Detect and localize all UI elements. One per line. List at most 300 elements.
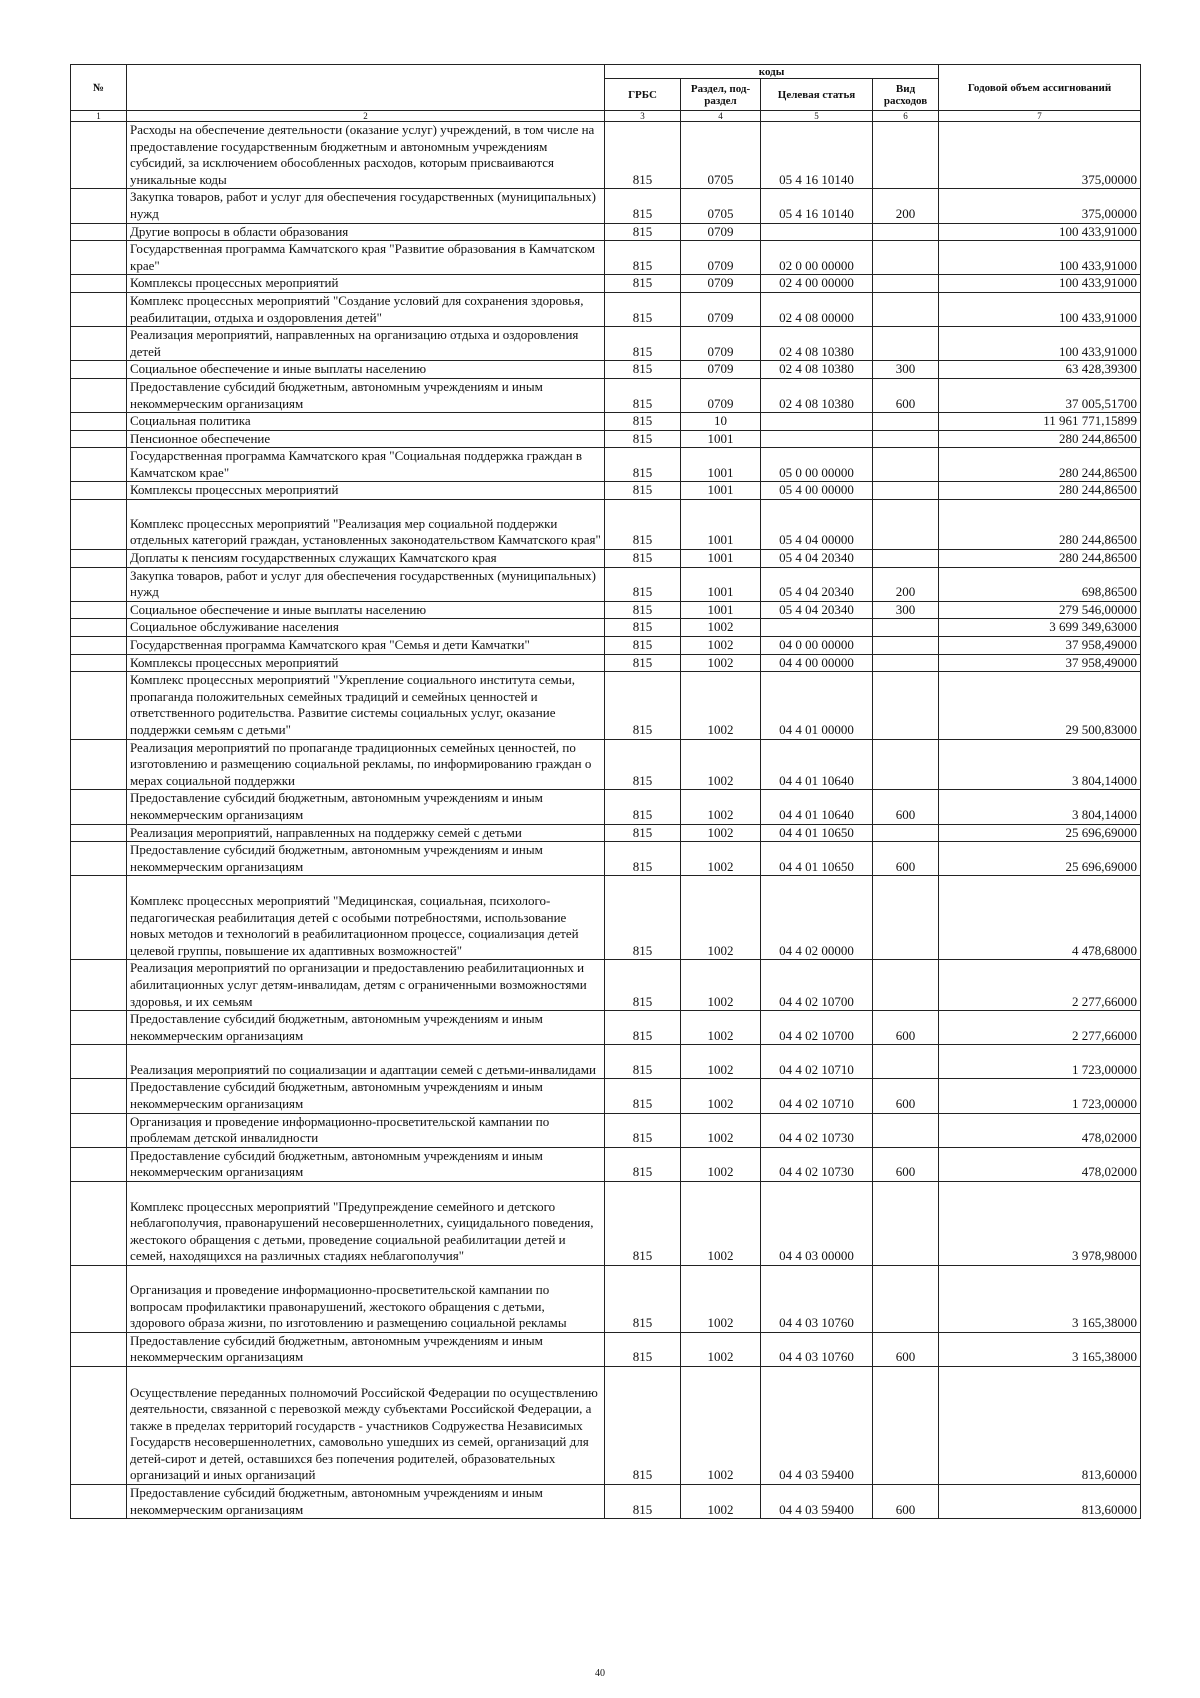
row-amount-cell: 813,60000 bbox=[939, 1485, 1141, 1519]
row-number-cell bbox=[71, 1367, 127, 1485]
table-row bbox=[71, 654, 1141, 672]
row-name-cell: Государственная программа Камчатского края "Социальная поддержка граждан в Камчатском крае" bbox=[127, 448, 605, 482]
row-expense-type-cell bbox=[873, 223, 939, 241]
row-razdel-cell: 1002 bbox=[681, 1079, 761, 1113]
row-razdel-cell: 1002 bbox=[681, 960, 761, 1011]
row-razdel-cell: 10 bbox=[681, 413, 761, 431]
row-grbs-cell: 815 bbox=[605, 1181, 681, 1265]
row-number-cell bbox=[71, 1332, 127, 1366]
row-number-cell bbox=[71, 430, 127, 448]
row-grbs-cell: 815 bbox=[605, 637, 681, 655]
row-grbs-cell: 815 bbox=[605, 241, 681, 275]
row-name-cell: Комплексы процессных мероприятий bbox=[127, 482, 605, 500]
header-target-article: Целевая статья bbox=[761, 79, 873, 111]
row-expense-type-cell: 600 bbox=[873, 378, 939, 412]
row-amount-cell: 3 804,14000 bbox=[939, 790, 1141, 824]
row-razdel-cell: 0709 bbox=[681, 327, 761, 361]
table-body bbox=[71, 122, 1141, 1519]
column-number-2: 2 bbox=[127, 111, 605, 122]
table-row bbox=[71, 739, 1141, 790]
row-expense-type-cell: 300 bbox=[873, 601, 939, 619]
row-target-article-cell: 04 4 03 00000 bbox=[761, 1181, 873, 1265]
row-razdel-cell: 1002 bbox=[681, 637, 761, 655]
row-number-cell bbox=[71, 122, 127, 189]
row-grbs-cell: 815 bbox=[605, 619, 681, 637]
row-amount-cell: 280 244,86500 bbox=[939, 430, 1141, 448]
row-name-cell: Комплекс процессных мероприятий "Реализация мер социальной поддержки отдельных категорий граждан, установленных законодательством Камчатского края" bbox=[127, 500, 605, 550]
row-name-cell: Организация и проведение информационно-просветительской кампании по вопросам профилактики правонарушений, жестокого обращения с детьми, здорового образа жизни, по изготовлению и размещению социальной рекламы bbox=[127, 1265, 605, 1332]
row-razdel-cell: 1002 bbox=[681, 1113, 761, 1147]
table-row bbox=[71, 1367, 1141, 1485]
row-number-cell bbox=[71, 378, 127, 412]
row-name-cell: Закупка товаров, работ и услуг для обеспечения государственных (муниципальных) нужд bbox=[127, 189, 605, 223]
table-row bbox=[71, 672, 1141, 739]
table-row bbox=[71, 619, 1141, 637]
row-number-cell bbox=[71, 672, 127, 739]
row-expense-type-cell bbox=[873, 448, 939, 482]
table-row bbox=[71, 292, 1141, 326]
row-expense-type-cell: 600 bbox=[873, 842, 939, 876]
row-number-cell bbox=[71, 960, 127, 1011]
table-row bbox=[71, 1079, 1141, 1113]
row-number-cell bbox=[71, 1147, 127, 1181]
row-razdel-cell: 1002 bbox=[681, 1045, 761, 1079]
row-amount-cell: 25 696,69000 bbox=[939, 824, 1141, 842]
row-razdel-cell: 1002 bbox=[681, 1367, 761, 1485]
table-header bbox=[71, 65, 1141, 122]
row-number-cell bbox=[71, 500, 127, 550]
row-target-article-cell bbox=[761, 223, 873, 241]
row-name-cell: Государственная программа Камчатского края "Развитие образования в Камчатском крае" bbox=[127, 241, 605, 275]
row-target-article-cell: 04 4 03 10760 bbox=[761, 1332, 873, 1366]
row-expense-type-cell bbox=[873, 824, 939, 842]
row-grbs-cell: 815 bbox=[605, 482, 681, 500]
row-expense-type-cell bbox=[873, 672, 939, 739]
table-row bbox=[71, 567, 1141, 601]
row-number-cell bbox=[71, 361, 127, 379]
row-number-cell bbox=[71, 1265, 127, 1332]
table-row bbox=[71, 275, 1141, 293]
row-name-cell: Предоставление субсидий бюджетным, автономным учреждениям и иным некоммерческим организациям bbox=[127, 1147, 605, 1181]
table-row bbox=[71, 189, 1141, 223]
row-amount-cell: 3 978,98000 bbox=[939, 1181, 1141, 1265]
row-number-cell bbox=[71, 876, 127, 960]
table-row bbox=[71, 122, 1141, 189]
row-grbs-cell: 815 bbox=[605, 430, 681, 448]
row-number-cell bbox=[71, 327, 127, 361]
column-number-5: 5 bbox=[761, 111, 873, 122]
row-target-article-cell: 04 4 01 00000 bbox=[761, 672, 873, 739]
row-name-cell: Комплексы процессных мероприятий bbox=[127, 654, 605, 672]
row-grbs-cell: 815 bbox=[605, 550, 681, 568]
table-row bbox=[71, 500, 1141, 550]
row-expense-type-cell bbox=[873, 637, 939, 655]
row-amount-cell: 375,00000 bbox=[939, 189, 1141, 223]
table-row bbox=[71, 241, 1141, 275]
row-expense-type-cell bbox=[873, 275, 939, 293]
row-grbs-cell: 815 bbox=[605, 790, 681, 824]
row-target-article-cell bbox=[761, 413, 873, 431]
table-row bbox=[71, 1485, 1141, 1519]
row-name-cell: Предоставление субсидий бюджетным, автономным учреждениям и иным некоммерческим организациям bbox=[127, 842, 605, 876]
row-grbs-cell: 815 bbox=[605, 960, 681, 1011]
row-amount-cell: 280 244,86500 bbox=[939, 550, 1141, 568]
table-row bbox=[71, 448, 1141, 482]
row-number-cell bbox=[71, 567, 127, 601]
row-razdel-cell: 1002 bbox=[681, 1485, 761, 1519]
row-grbs-cell: 815 bbox=[605, 739, 681, 790]
row-expense-type-cell bbox=[873, 739, 939, 790]
row-amount-cell: 37 958,49000 bbox=[939, 654, 1141, 672]
row-number-cell bbox=[71, 842, 127, 876]
column-number-1: 1 bbox=[71, 111, 127, 122]
row-grbs-cell: 815 bbox=[605, 1045, 681, 1079]
row-expense-type-cell bbox=[873, 327, 939, 361]
row-grbs-cell: 815 bbox=[605, 378, 681, 412]
row-target-article-cell: 05 4 16 10140 bbox=[761, 189, 873, 223]
row-amount-cell: 375,00000 bbox=[939, 122, 1141, 189]
table-row bbox=[71, 637, 1141, 655]
table-row bbox=[71, 223, 1141, 241]
table-row bbox=[71, 1113, 1141, 1147]
column-number-6: 6 bbox=[873, 111, 939, 122]
row-amount-cell: 280 244,86500 bbox=[939, 482, 1141, 500]
row-name-cell: Пенсионное обеспечение bbox=[127, 430, 605, 448]
row-razdel-cell: 1002 bbox=[681, 842, 761, 876]
row-number-cell bbox=[71, 739, 127, 790]
row-number-cell bbox=[71, 1181, 127, 1265]
row-target-article-cell: 04 4 02 10730 bbox=[761, 1113, 873, 1147]
row-razdel-cell: 1002 bbox=[681, 790, 761, 824]
row-grbs-cell: 815 bbox=[605, 1113, 681, 1147]
row-razdel-cell: 0709 bbox=[681, 223, 761, 241]
row-amount-cell: 3 165,38000 bbox=[939, 1265, 1141, 1332]
row-name-cell: Реализация мероприятий, направленных на организацию отдыха и оздоровления детей bbox=[127, 327, 605, 361]
row-amount-cell: 25 696,69000 bbox=[939, 842, 1141, 876]
row-razdel-cell: 1002 bbox=[681, 876, 761, 960]
row-amount-cell: 100 433,91000 bbox=[939, 327, 1141, 361]
header-grbs: ГРБС bbox=[605, 79, 681, 111]
row-grbs-cell: 815 bbox=[605, 122, 681, 189]
row-target-article-cell: 02 4 08 00000 bbox=[761, 292, 873, 326]
row-target-article-cell: 02 0 00 00000 bbox=[761, 241, 873, 275]
row-name-cell: Реализация мероприятий по пропаганде традиционных семейных ценностей, по изготовлению и размещению социальной рекламы, по информированию граждан о мерах социальной поддержки bbox=[127, 739, 605, 790]
row-name-cell: Социальное обеспечение и иные выплаты населению bbox=[127, 361, 605, 379]
row-grbs-cell: 815 bbox=[605, 1011, 681, 1045]
row-expense-type-cell bbox=[873, 550, 939, 568]
row-amount-cell: 11 961 771,15899 bbox=[939, 413, 1141, 431]
row-number-cell bbox=[71, 1011, 127, 1045]
row-name-cell: Предоставление субсидий бюджетным, автономным учреждениям и иным некоммерческим организациям bbox=[127, 1011, 605, 1045]
row-target-article-cell: 04 4 02 10710 bbox=[761, 1079, 873, 1113]
row-name-cell: Реализация мероприятий по социализации и адаптации семей с детьми-инвалидами bbox=[127, 1045, 605, 1079]
row-target-article-cell: 05 4 04 20340 bbox=[761, 567, 873, 601]
row-number-cell bbox=[71, 241, 127, 275]
row-razdel-cell: 1002 bbox=[681, 1011, 761, 1045]
row-grbs-cell: 815 bbox=[605, 448, 681, 482]
row-name-cell: Предоставление субсидий бюджетным, автономным учреждениям и иным некоммерческим организациям bbox=[127, 1485, 605, 1519]
row-expense-type-cell: 600 bbox=[873, 790, 939, 824]
table-row bbox=[71, 824, 1141, 842]
row-expense-type-cell: 200 bbox=[873, 189, 939, 223]
row-amount-cell: 100 433,91000 bbox=[939, 241, 1141, 275]
table-row bbox=[71, 1332, 1141, 1366]
row-grbs-cell: 815 bbox=[605, 654, 681, 672]
column-number-7: 7 bbox=[939, 111, 1141, 122]
row-amount-cell: 2 277,66000 bbox=[939, 960, 1141, 1011]
row-name-cell: Предоставление субсидий бюджетным, автономным учреждениям и иным некоммерческим организациям bbox=[127, 790, 605, 824]
row-grbs-cell: 815 bbox=[605, 1485, 681, 1519]
table-row bbox=[71, 327, 1141, 361]
row-amount-cell: 100 433,91000 bbox=[939, 275, 1141, 293]
row-number-cell bbox=[71, 601, 127, 619]
header-expense-type: Вид расходов bbox=[873, 79, 939, 111]
row-grbs-cell: 815 bbox=[605, 824, 681, 842]
row-amount-cell: 813,60000 bbox=[939, 1367, 1141, 1485]
row-razdel-cell: 0705 bbox=[681, 122, 761, 189]
row-grbs-cell: 815 bbox=[605, 1332, 681, 1366]
row-name-cell: Социальная политика bbox=[127, 413, 605, 431]
row-number-cell bbox=[71, 413, 127, 431]
table-row bbox=[71, 378, 1141, 412]
row-grbs-cell: 815 bbox=[605, 672, 681, 739]
row-number-cell bbox=[71, 1485, 127, 1519]
row-razdel-cell: 0709 bbox=[681, 292, 761, 326]
row-expense-type-cell bbox=[873, 482, 939, 500]
row-expense-type-cell bbox=[873, 1367, 939, 1485]
row-number-cell bbox=[71, 1045, 127, 1079]
row-grbs-cell: 815 bbox=[605, 292, 681, 326]
row-number-cell bbox=[71, 189, 127, 223]
row-number-cell bbox=[71, 1113, 127, 1147]
row-razdel-cell: 0709 bbox=[681, 275, 761, 293]
row-razdel-cell: 1002 bbox=[681, 672, 761, 739]
row-number-cell bbox=[71, 637, 127, 655]
row-name-cell: Реализация мероприятий, направленных на поддержку семей с детьми bbox=[127, 824, 605, 842]
row-razdel-cell: 1002 bbox=[681, 824, 761, 842]
table-row bbox=[71, 1045, 1141, 1079]
row-grbs-cell: 815 bbox=[605, 876, 681, 960]
row-target-article-cell: 04 4 01 10650 bbox=[761, 842, 873, 876]
row-razdel-cell: 0705 bbox=[681, 189, 761, 223]
row-name-cell: Предоставление субсидий бюджетным, автономным учреждениям и иным некоммерческим организациям bbox=[127, 1332, 605, 1366]
row-expense-type-cell bbox=[873, 430, 939, 448]
table-row bbox=[71, 876, 1141, 960]
row-amount-cell: 1 723,00000 bbox=[939, 1045, 1141, 1079]
row-target-article-cell: 04 0 00 00000 bbox=[761, 637, 873, 655]
row-expense-type-cell bbox=[873, 1265, 939, 1332]
row-target-article-cell: 05 4 16 10140 bbox=[761, 122, 873, 189]
table-row bbox=[71, 1011, 1141, 1045]
row-razdel-cell: 1001 bbox=[681, 448, 761, 482]
table-row bbox=[71, 482, 1141, 500]
row-amount-cell: 3 699 349,63000 bbox=[939, 619, 1141, 637]
row-number-cell bbox=[71, 790, 127, 824]
row-target-article-cell: 02 4 00 00000 bbox=[761, 275, 873, 293]
row-grbs-cell: 815 bbox=[605, 500, 681, 550]
row-grbs-cell: 815 bbox=[605, 327, 681, 361]
page-number: 40 bbox=[595, 1668, 605, 1679]
row-razdel-cell: 1002 bbox=[681, 1265, 761, 1332]
row-expense-type-cell: 600 bbox=[873, 1485, 939, 1519]
row-target-article-cell: 04 4 01 10640 bbox=[761, 739, 873, 790]
row-target-article-cell: 04 4 02 10710 bbox=[761, 1045, 873, 1079]
row-expense-type-cell: 600 bbox=[873, 1011, 939, 1045]
row-expense-type-cell bbox=[873, 500, 939, 550]
row-grbs-cell: 815 bbox=[605, 567, 681, 601]
row-razdel-cell: 1002 bbox=[681, 1147, 761, 1181]
table-row bbox=[71, 1265, 1141, 1332]
row-grbs-cell: 815 bbox=[605, 275, 681, 293]
row-amount-cell: 3 804,14000 bbox=[939, 739, 1141, 790]
table-row bbox=[71, 1147, 1141, 1181]
row-amount-cell: 280 244,86500 bbox=[939, 500, 1141, 550]
row-amount-cell: 478,02000 bbox=[939, 1147, 1141, 1181]
row-amount-cell: 37 005,51700 bbox=[939, 378, 1141, 412]
row-expense-type-cell bbox=[873, 413, 939, 431]
row-amount-cell: 100 433,91000 bbox=[939, 223, 1141, 241]
row-target-article-cell bbox=[761, 430, 873, 448]
row-razdel-cell: 0709 bbox=[681, 241, 761, 275]
row-amount-cell: 29 500,83000 bbox=[939, 672, 1141, 739]
row-name-cell: Реализация мероприятий по организации и предоставлению реабилитационных и абилитационных услуг детям-инвалидам, детям с ограниченными возможностями здоровья, и их семьям bbox=[127, 960, 605, 1011]
row-name-cell: Государственная программа Камчатского края "Семья и дети Камчатки" bbox=[127, 637, 605, 655]
row-target-article-cell: 04 4 00 00000 bbox=[761, 654, 873, 672]
row-name-cell: Другие вопросы в области образования bbox=[127, 223, 605, 241]
row-razdel-cell: 1002 bbox=[681, 654, 761, 672]
row-grbs-cell: 815 bbox=[605, 1147, 681, 1181]
row-target-article-cell: 05 4 00 00000 bbox=[761, 482, 873, 500]
table-row bbox=[71, 842, 1141, 876]
row-target-article-cell: 05 4 04 00000 bbox=[761, 500, 873, 550]
row-name-cell: Осуществление переданных полномочий Российской Федерации по осуществлению деятельности, связанной с перевозкой между субъектами Российской Федерации, а также в пределах территорий государств - участников Содружества Независимых Государств несовершеннолетних, самовольно ушедших из семей, организаций для детей-сирот и детей, оставшихся без попечения родителей, образовательных организаций и иных организаций bbox=[127, 1367, 605, 1485]
row-target-article-cell: 05 0 00 00000 bbox=[761, 448, 873, 482]
row-name-cell: Комплекс процессных мероприятий "Предупреждение семейного и детского неблагополучия, правонарушений несовершеннолетних, суицидального поведения, жестокого обращения с детьми, проведение социальной реабилитации детей и семей, находящихся на различных стадиях неблагополучия" bbox=[127, 1181, 605, 1265]
row-expense-type-cell bbox=[873, 122, 939, 189]
row-number-cell bbox=[71, 824, 127, 842]
row-expense-type-cell bbox=[873, 619, 939, 637]
row-grbs-cell: 815 bbox=[605, 1367, 681, 1485]
row-grbs-cell: 815 bbox=[605, 1079, 681, 1113]
row-name-cell: Закупка товаров, работ и услуг для обеспечения государственных (муниципальных) нужд bbox=[127, 567, 605, 601]
row-razdel-cell: 1001 bbox=[681, 430, 761, 448]
table-row bbox=[71, 790, 1141, 824]
row-target-article-cell: 04 4 02 10700 bbox=[761, 1011, 873, 1045]
row-number-cell bbox=[71, 482, 127, 500]
row-razdel-cell: 1002 bbox=[681, 1332, 761, 1366]
row-expense-type-cell: 600 bbox=[873, 1079, 939, 1113]
row-grbs-cell: 815 bbox=[605, 413, 681, 431]
row-grbs-cell: 815 bbox=[605, 601, 681, 619]
row-amount-cell: 1 723,00000 bbox=[939, 1079, 1141, 1113]
row-amount-cell: 100 433,91000 bbox=[939, 292, 1141, 326]
table-row bbox=[71, 601, 1141, 619]
column-number-3: 3 bbox=[605, 111, 681, 122]
row-target-article-cell: 02 4 08 10380 bbox=[761, 378, 873, 412]
row-grbs-cell: 815 bbox=[605, 842, 681, 876]
table-row bbox=[71, 413, 1141, 431]
row-amount-cell: 3 165,38000 bbox=[939, 1332, 1141, 1366]
row-razdel-cell: 1001 bbox=[681, 550, 761, 568]
row-number-cell bbox=[71, 223, 127, 241]
row-target-article-cell: 04 4 01 10640 bbox=[761, 790, 873, 824]
header-name bbox=[127, 65, 605, 111]
row-grbs-cell: 815 bbox=[605, 189, 681, 223]
row-amount-cell: 280 244,86500 bbox=[939, 448, 1141, 482]
row-expense-type-cell bbox=[873, 1045, 939, 1079]
row-amount-cell: 63 428,39300 bbox=[939, 361, 1141, 379]
row-name-cell: Комплекс процессных мероприятий "Медицинская, социальная, психолого-педагогическая реабилитация детей с особыми потребностями, использование новых методов и технологий в реабилитационном процессе, социализация детей целевой группы, повышение их адаптивных возможностей" bbox=[127, 876, 605, 960]
row-razdel-cell: 1002 bbox=[681, 739, 761, 790]
row-number-cell bbox=[71, 275, 127, 293]
row-expense-type-cell: 600 bbox=[873, 1332, 939, 1366]
row-expense-type-cell bbox=[873, 654, 939, 672]
row-razdel-cell: 0709 bbox=[681, 378, 761, 412]
row-name-cell: Расходы на обеспечение деятельности (оказание услуг) учреждений, в том числе на предоставление государственным бюджетным и автономным учреждениям субсидий, за исключением обособленных расходов, которым присваиваются уникальные коды bbox=[127, 122, 605, 189]
table-row bbox=[71, 550, 1141, 568]
row-name-cell: Предоставление субсидий бюджетным, автономным учреждениям и иным некоммерческим организациям bbox=[127, 1079, 605, 1113]
row-amount-cell: 4 478,68000 bbox=[939, 876, 1141, 960]
row-name-cell: Предоставление субсидий бюджетным, автономным учреждениям и иным некоммерческим организациям bbox=[127, 378, 605, 412]
row-number-cell bbox=[71, 654, 127, 672]
row-target-article-cell: 04 4 02 10730 bbox=[761, 1147, 873, 1181]
row-amount-cell: 698,86500 bbox=[939, 567, 1141, 601]
row-grbs-cell: 815 bbox=[605, 361, 681, 379]
row-expense-type-cell bbox=[873, 960, 939, 1011]
row-razdel-cell: 1001 bbox=[681, 500, 761, 550]
row-name-cell: Комплекс процессных мероприятий "Укрепление социального института семьи, пропаганда положительных семейных традиций и семейных ценностей и ответственного родительства. Развитие системы социальных услуг, оказание поддержки семьям с детьми" bbox=[127, 672, 605, 739]
row-target-article-cell: 04 4 02 00000 bbox=[761, 876, 873, 960]
row-target-article-cell: 04 4 03 59400 bbox=[761, 1367, 873, 1485]
row-amount-cell: 2 277,66000 bbox=[939, 1011, 1141, 1045]
row-name-cell: Социальное обеспечение и иные выплаты населению bbox=[127, 601, 605, 619]
row-target-article-cell: 04 4 03 10760 bbox=[761, 1265, 873, 1332]
row-expense-type-cell bbox=[873, 292, 939, 326]
row-grbs-cell: 815 bbox=[605, 1265, 681, 1332]
table-row bbox=[71, 960, 1141, 1011]
row-name-cell: Комплексы процессных мероприятий bbox=[127, 275, 605, 293]
row-razdel-cell: 1001 bbox=[681, 601, 761, 619]
row-target-article-cell bbox=[761, 619, 873, 637]
row-name-cell: Организация и проведение информационно-просветительской кампании по проблемам детской инвалидности bbox=[127, 1113, 605, 1147]
row-target-article-cell: 04 4 02 10700 bbox=[761, 960, 873, 1011]
row-number-cell bbox=[71, 448, 127, 482]
row-expense-type-cell bbox=[873, 241, 939, 275]
row-number-cell bbox=[71, 292, 127, 326]
header-amount: Годовой объем ассигнований bbox=[939, 65, 1141, 111]
row-target-article-cell: 05 4 04 20340 bbox=[761, 601, 873, 619]
row-expense-type-cell: 300 bbox=[873, 361, 939, 379]
row-razdel-cell: 0709 bbox=[681, 361, 761, 379]
row-expense-type-cell: 200 bbox=[873, 567, 939, 601]
row-razdel-cell: 1002 bbox=[681, 619, 761, 637]
row-expense-type-cell bbox=[873, 1181, 939, 1265]
row-number-cell bbox=[71, 550, 127, 568]
table-row bbox=[71, 361, 1141, 379]
row-target-article-cell: 05 4 04 20340 bbox=[761, 550, 873, 568]
row-expense-type-cell: 600 bbox=[873, 1147, 939, 1181]
row-expense-type-cell bbox=[873, 1113, 939, 1147]
row-number-cell bbox=[71, 1079, 127, 1113]
header-codes: коды bbox=[605, 65, 939, 79]
column-number-4: 4 bbox=[681, 111, 761, 122]
row-grbs-cell: 815 bbox=[605, 223, 681, 241]
row-razdel-cell: 1001 bbox=[681, 482, 761, 500]
row-target-article-cell: 04 4 01 10650 bbox=[761, 824, 873, 842]
row-target-article-cell: 02 4 08 10380 bbox=[761, 361, 873, 379]
row-name-cell: Доплаты к пенсиям государственных служащих Камчатского края bbox=[127, 550, 605, 568]
row-amount-cell: 279 546,00000 bbox=[939, 601, 1141, 619]
